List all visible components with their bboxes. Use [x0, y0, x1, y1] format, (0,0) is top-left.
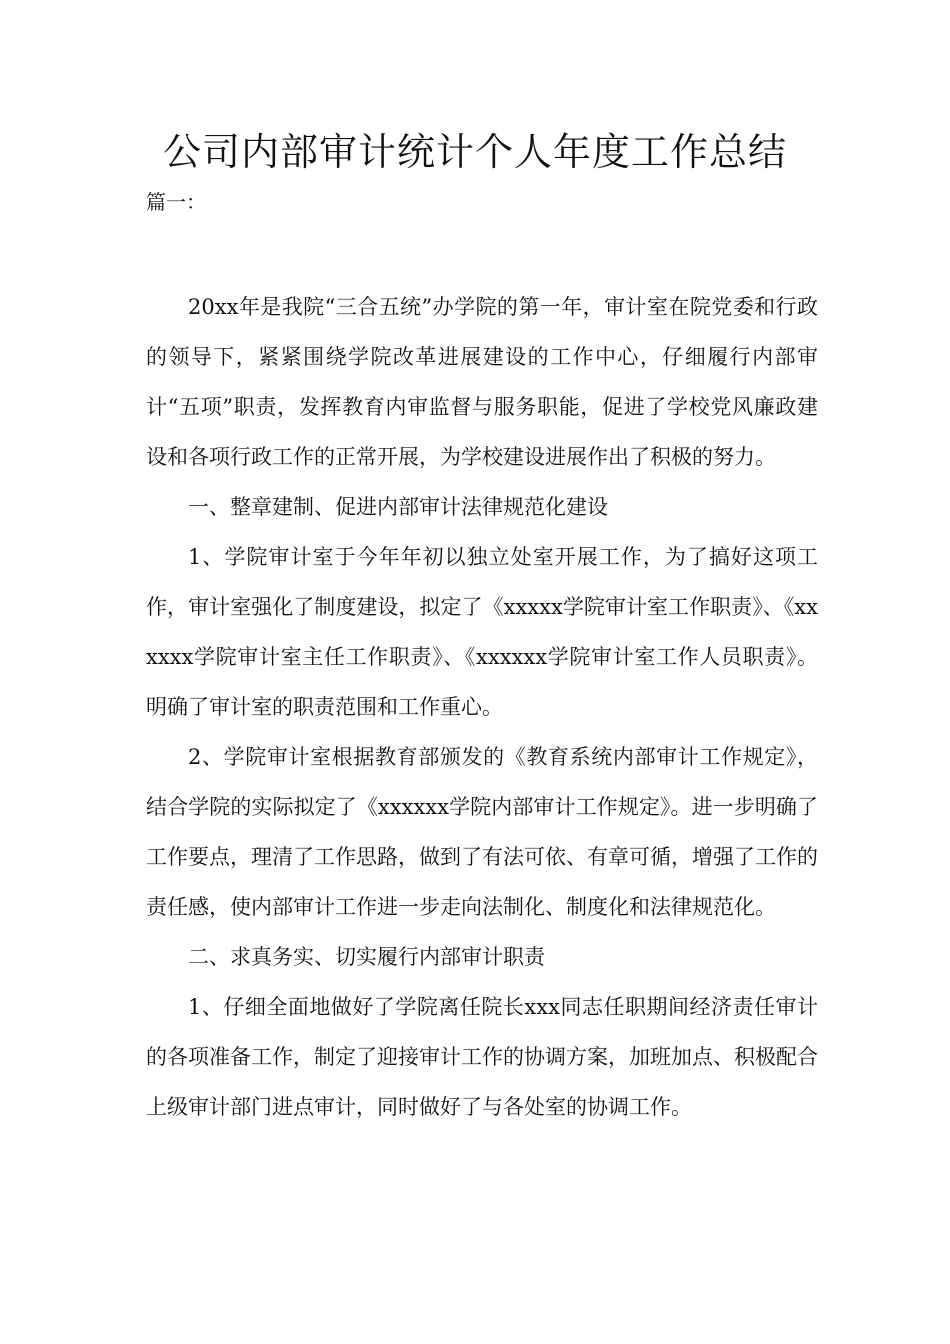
paragraph-1-2: 2、学院审计室根据教育部颁发的《教育系统内部审计工作规定》，结合学院的实际拟定了《xxxxxx学院内部审计工作规定》。进一步明确了工作要点，理清了工作思路，做到了有法可依、有章可循，增强了工作的责任感，使内部审计工作进一步走向法制化、制度化和法律规范化。	[146, 745, 818, 919]
document-title: 公司内部审计统计个人年度工作总结	[162, 130, 787, 174]
section-label: 篇一：	[146, 190, 206, 214]
heading-section-1: 一、整章建制、促进内部审计法律规范化建设	[188, 495, 608, 519]
document-body	[146, 282, 818, 1132]
paragraph-2-1: 1、仔细全面地做好了学院离任院长xxx同志任职期间经济责任审计的各项准备工作，制定了迎接审计工作的协调方案，加班加点、积极配合上级审计部门进点审计，同时做好了与各处室的协调工作。	[146, 995, 818, 1119]
paragraph-intro: 20xx年是我院“三合五统”办学院的第一年，审计室在院党委和行政的领导下，紧紧围绕学院改革进展建设的工作中心，仔细履行内部审计“五项”职责，发挥教育内审监督与服务职能，促进了学校党风廉政建设和各项行政工作的正常开展，为学校建设进展作出了积极的努力。	[146, 295, 818, 469]
heading-section-2: 二、求真务实、切实履行内部审计职责	[188, 945, 545, 969]
paragraph-1-1: 1、学院审计室于今年年初以独立处室开展工作，为了搞好这项工作，审计室强化了制度建设，拟定了《xxxxx学院审计室工作职责》、《xxxxxx学院审计室主任工作职责》、《xxxxxx学院审计室工作人员职责》。明确了审计室的职责范围和工作重心。	[146, 545, 818, 719]
